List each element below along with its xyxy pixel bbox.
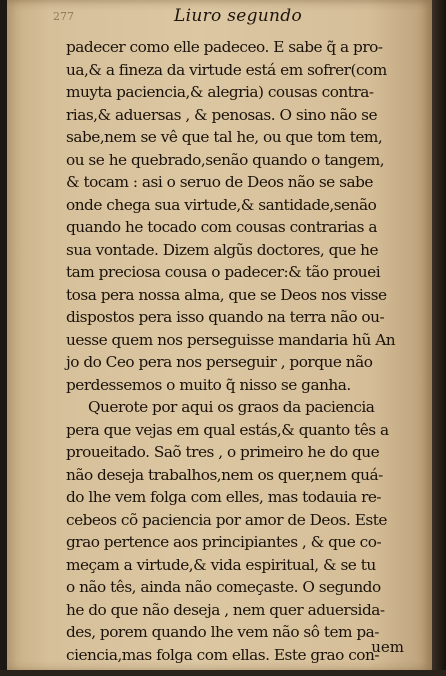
text-line: muyta paciencia,& alegria) cousas contra‐ (66, 83, 374, 101)
text-line: meçam a virtude,& vida espiritual, & se tu (66, 555, 376, 574)
text-line: he do que não deseja , nem quer aduersida‐ (66, 600, 385, 619)
body-text (66, 36, 395, 666)
text-line: proueitado. Saõ tres , o primeiro he do que (66, 443, 380, 461)
book-spine-shadow (432, 0, 446, 676)
text-line: ciencia,mas folga com ellas. Este grao con‐ (66, 645, 380, 664)
text-line: dispostos pera isso quando na terra não ou‐ (66, 308, 385, 326)
text-line: pera que vejas em qual estás,& quanto tês a (66, 420, 389, 439)
text-line: tam preciosa cousa o padecer:& tão prouei (66, 263, 381, 281)
text-line: perdessemos o muito q̃ nisso se ganha. (66, 375, 351, 394)
text-line: sua vontade. Dizem algũs doctores, que he (66, 240, 379, 259)
text-line: o não tês, ainda não começaste. O segundo (66, 578, 381, 596)
running-title: Liuro segundo (174, 6, 303, 26)
text-line: grao pertence aos principiantes , & que co‐ (66, 533, 382, 551)
catchword: uem (371, 638, 404, 656)
text-line: ua,& a fineza da virtude está em sofrer(com (66, 60, 387, 79)
text-line: & tocam : asi o seruo de Deos não se sabe (66, 173, 373, 191)
text-line: cebeos cõ paciencia por amor de Deos. Este (66, 510, 387, 529)
paragraph-first-line: Querote por aqui os graos da paciencia (88, 398, 375, 416)
text-line: não deseja trabalhos,nem os quer,nem quá‐ (66, 465, 383, 484)
text-line: rias,& aduersas , & penosas. O sino não se (66, 105, 377, 124)
text-line: sabe,nem se vê que tal he, ou que tom tem, (66, 128, 383, 146)
faded-folio-mark: 277 (53, 10, 74, 23)
book-page (7, 0, 432, 672)
text-line: des, porem quando lhe vem não sô tem pa‐ (66, 623, 379, 641)
text-line: padecer como elle padeceo. E sabe q̃ a pro‐ (66, 38, 383, 56)
text-line: onde chega sua virtude,& santidade,senão (66, 195, 377, 214)
text-line: do lhe vem folga com elles, mas todauia re‐ (66, 488, 382, 506)
text-line: tosa pera nossa alma, que se Deos nos visse (66, 285, 387, 304)
text-line: jo do Ceo pera nos perseguir , porque não (66, 353, 373, 371)
text-line: uesse quem nos perseguisse mandaria hũ An (66, 330, 396, 349)
text-line: quando he tocado com cousas contrarias a (66, 218, 377, 236)
page-bottom-edge (0, 670, 446, 676)
text-line: ou se he quebrado,senão quando o tangem, (66, 150, 385, 169)
